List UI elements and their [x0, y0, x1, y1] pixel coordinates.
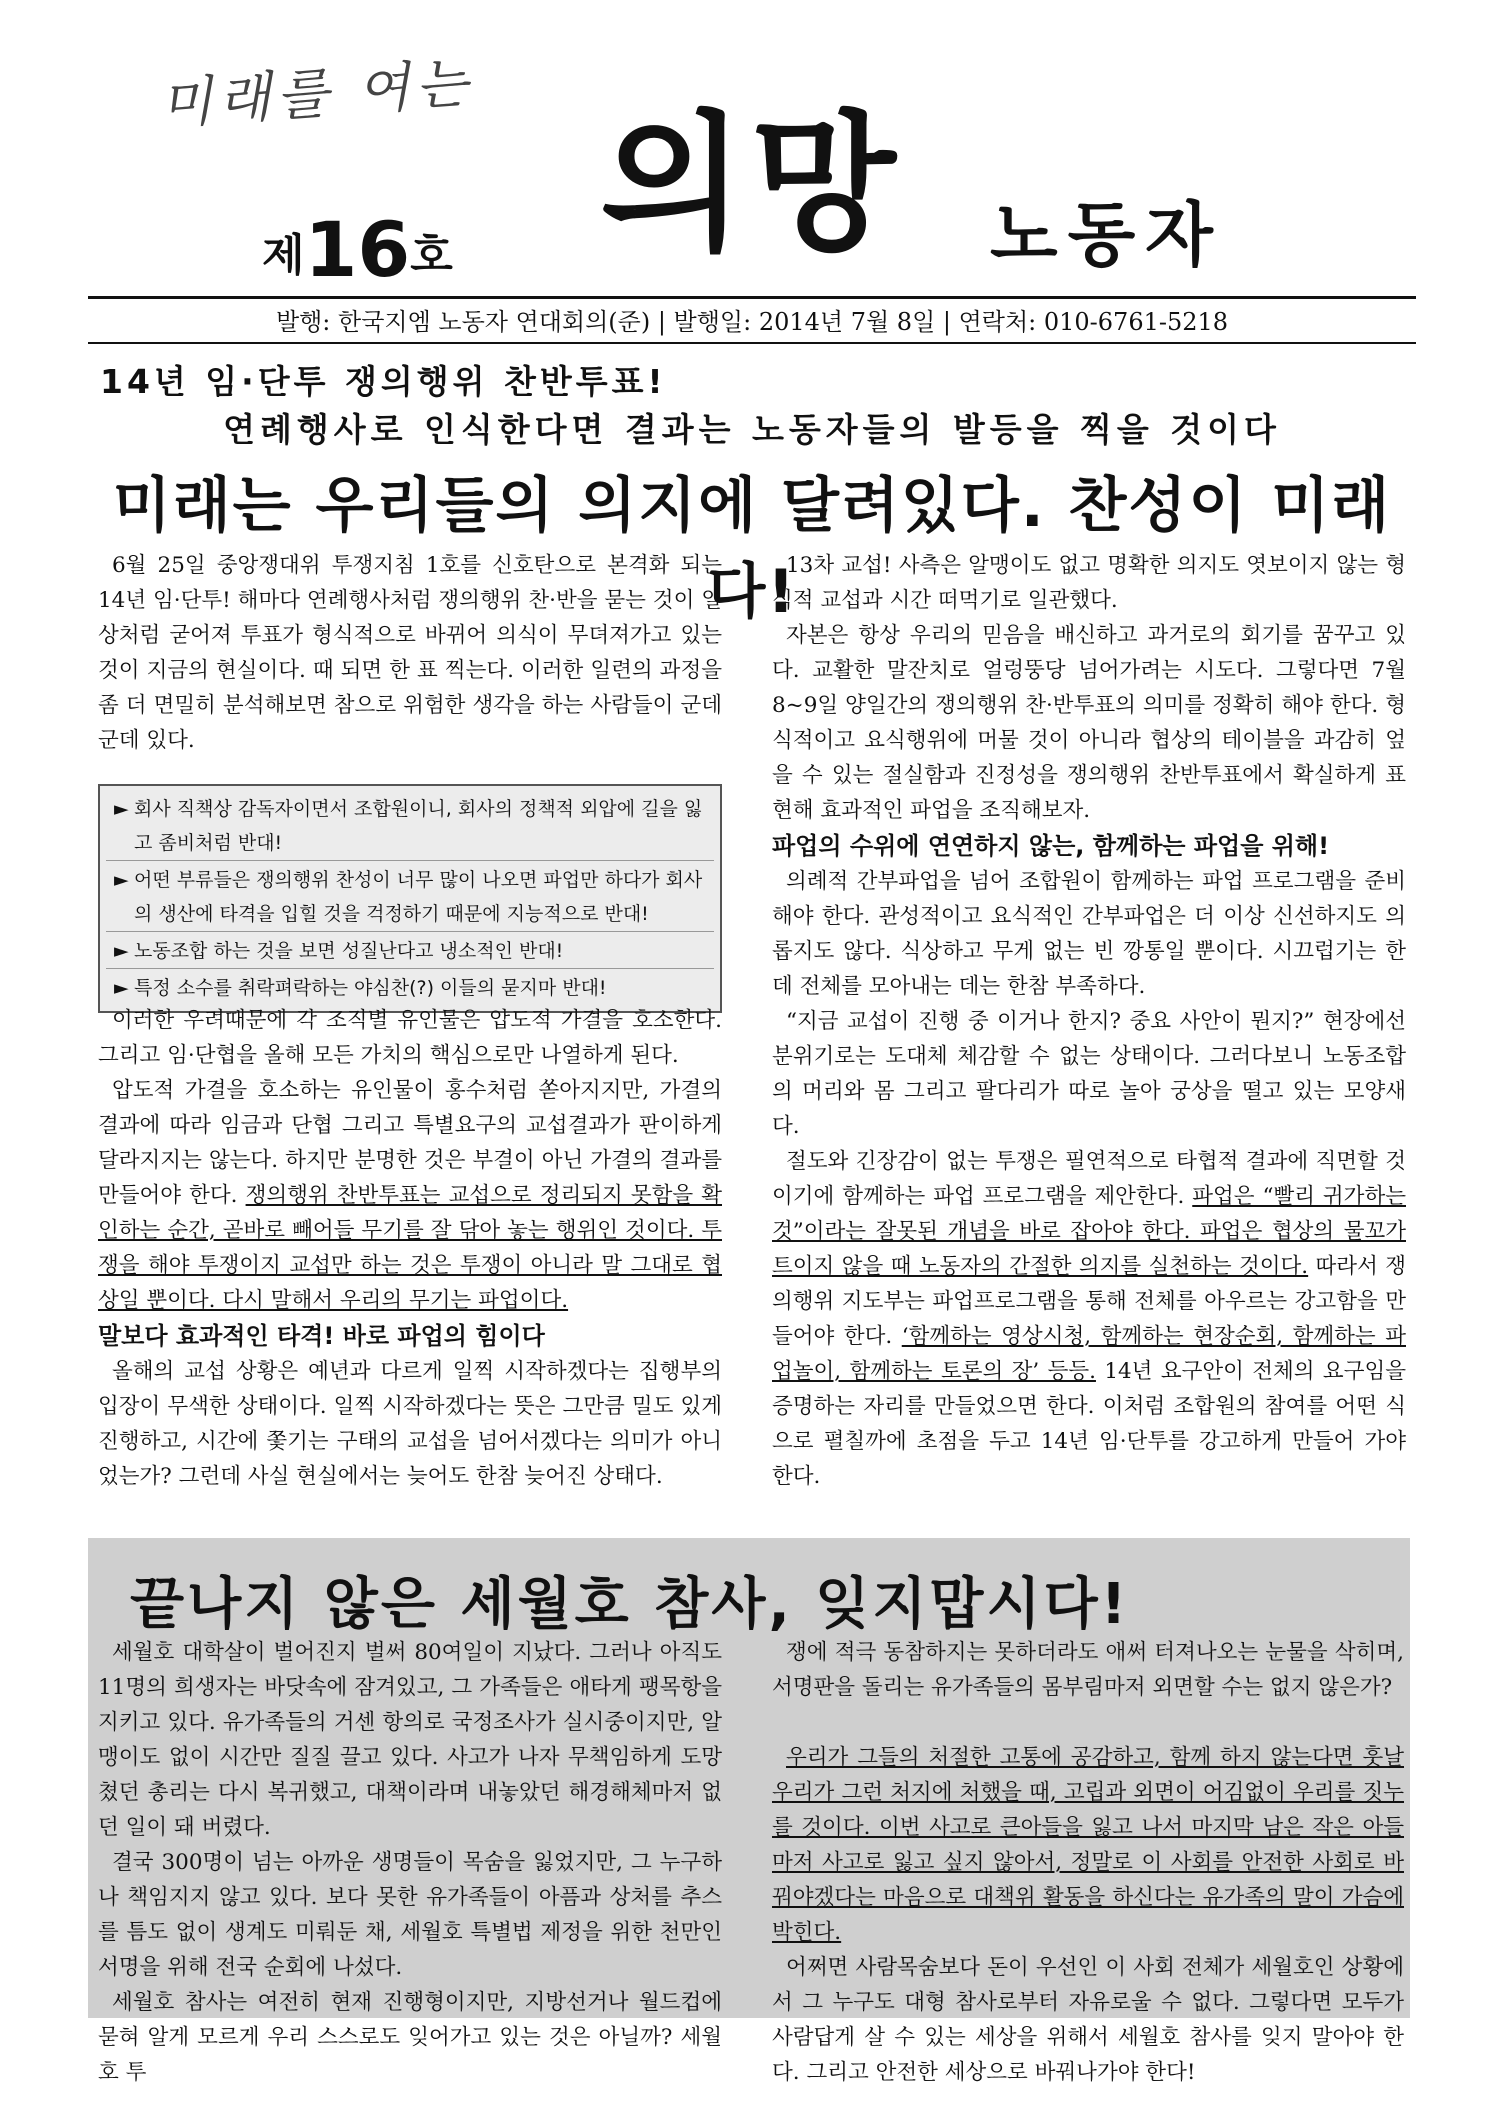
arrow-icon: ► — [114, 940, 129, 962]
publication-info: 발행: 한국지엠 노동자 연대회의(준) | 발행일: 2014년 7월 8일 | 연락처: 010-6761-5218 — [275, 308, 1229, 336]
box-item-1: ► 회사 직책상 감독자이면서 조합원이니, 회사의 정책적 외압에 길을 잃고 좀비처럼 반대! — [106, 792, 714, 861]
sewol-left-paragraph-1: 세월호 대학살이 벌어진지 벌써 80여일이 지났다. 그러나 아직도 11명의 희생자는 바닷속에 잠겨있고, 그 가족들은 애타게 팽목항을 지키고 있다. 유가족들의 거센 항의로 국정조사가 실시중이지만, 알맹이도 없이 시간만 질질 끌고 있다. 사고가 나자 무책임하게 도망쳤던 총리는 다시 복귀했고, 대책이라며 내놓았던 해경해체마저 없던 일이 돼 버렸다. — [98, 1640, 722, 1840]
left-paragraph-4: 올해의 교섭 상황은 예년과 다르게 일찍 시작하겠다는 집행부의 입장이 무색한 상태이다. 일찍 시작하겠다는 뜻은 그만큼 밀도 있게 진행하고, 시간에 쫓기는 구태의 교섭을 넘어서겠다는 의미가 아니었는가? 그런데 사실 현실에서는 늦어도 한참 늦어진 상태다. — [98, 1359, 722, 1489]
right-paragraph-4: “지금 교섭이 진행 중 이거나 한지? 중요 사안이 뭔지?” 현장에선 분위기로는 도대체 체감할 수 없는 상태이다. 그러다보니 노동조합의 머리와 몸 그리고 팔다리가 따로 놀아 궁상을 떨고 있는 모양새다. — [772, 1009, 1406, 1139]
left-subhead: 말보다 효과적인 타격! 바로 파업의 힘이다 — [98, 1322, 545, 1350]
headline-sub: 연례행사로 인식한다면 결과는 노동자들의 발등을 찍을 것이다 — [223, 410, 1281, 449]
arrow-icon: ► — [114, 869, 129, 891]
sewol-right-paragraph-2: 우리가 그들의 처절한 고통에 공감하고, 함께 하지 않는다면 훗날 우리가 그런 처지에 처했을 때, 고립과 외면이 어김없이 우리를 짓누를 것이다. 이번 사고로 큰아들을 잃고 나서 마지막 남은 작은 아들마저 사고로 잃고 싶지 않아서, 정말로 이 사회를 안전한 사회로 바꿔야겠다는 마음으로 대책위 활동을 하신다는 유가족의 말이 가슴에 박힌다. — [772, 1745, 1404, 1945]
right-paragraph-2: 자본은 항상 우리의 믿음을 배신하고 과거로의 회기를 꿈꾸고 있다. 교활한 말잔치로 얼렁뚱당 넘어가려는 시도다. 그렇다면 7월 8~9일 양일간의 쟁의행위 찬·반투표의 의미를 정확히 해야 한다. 형식적이고 요식행위에 머물 것이 아니라 협상의 테이블을 과감히 엎을 수 있는 절실함과 진정성을 쟁의행위 찬반투표에서 확실하게 표현해 효과적인 파업을 조직해보자. — [772, 623, 1406, 823]
masthead-rule-bottom — [88, 342, 1416, 344]
left-paragraph-3: 압도적 가결을 호소하는 유인물이 홍수처럼 쏟아지지만, 가결의 결과에 따라 임금과 단협 그리고 특별요구의 교섭결과가 판이하게 달라지지는 않는다. 하지만 분명한 것은 부결이 아닌 가결의 결과를 만들어야 한다. 쟁의행위 찬반투표는 교섭으로 정리되지 못함을 확인하는 순간, 곧바로 빼어들 무기를 잘 닦아 놓는 행위인 것이다. 투쟁을 해야 투쟁이지 교섭만 하는 것은 투쟁이 아니라 말 그대로 협상일 뿐이다. 다시 말해서 우리의 무기는 파업이다. — [98, 1078, 722, 1313]
headline-top: 14년 임·단투 쟁의행위 찬반투표! — [100, 362, 667, 401]
sewol-left-paragraph-2: 결국 300명이 넘는 아까운 생명들이 목숨을 잃었지만, 그 누구하나 책임지지 않고 있다. 보다 못한 유가족들이 아픔과 상처를 추스를 틈도 없이 생계도 미뤄둔 채, 세월호 특별법 제정을 위한 천만인 서명을 위해 전국 순회에 나섰다. — [98, 1850, 722, 1980]
arrow-icon: ► — [114, 798, 129, 820]
sewol-headline: 끝나지 않은 세월호 참사, 잊지맙시다! — [130, 1572, 1130, 1637]
issue-prefix: 제 — [262, 230, 305, 281]
sewol-right-column — [772, 1635, 1404, 2090]
issue-num: 16 — [304, 205, 411, 294]
opposition-box — [98, 784, 722, 1013]
left-column-body — [98, 1003, 722, 1494]
right-column — [772, 548, 1406, 1494]
sewol-right-paragraph-3: 어쩌면 사람목숨보다 돈이 우선인 이 사회 전체가 세월호인 상황에서 그 누구도 대형 참사로부터 자유로울 수 없다. 그렇다면 모두가 사람답게 살 수 있는 세상을 위해서 세월호 참사를 잊지 말아야 한다. 그리고 안전한 세상으로 바꿔나가야 한다! — [772, 1955, 1404, 2085]
right-subhead: 파업의 수위에 연연하지 않는, 함께하는 파업을 위해! — [772, 832, 1330, 860]
issue-number — [262, 205, 453, 294]
arrow-icon: ► — [114, 977, 129, 999]
left-column-intro — [98, 548, 722, 758]
masthead-rule-top — [88, 296, 1416, 299]
masthead-slogan: 미래를 여는 — [158, 51, 476, 136]
headline-main: 미래는 우리들의 의지에 달려있다. 찬성이 미래다! — [112, 471, 1392, 627]
sewol-right-paragraph-1: 쟁에 적극 동참하지는 못하더라도 애써 터져나오는 눈물을 삭히며, 서명판을 돌리는 유가족들의 몸부림마저 외면할 수는 없지 않은가? — [772, 1640, 1404, 1700]
left-paragraph-1: 6월 25일 중앙쟁대위 투쟁지침 1호를 신호탄으로 본격화 되는 14년 임·단투! 해마다 연례행사처럼 쟁의행위 찬·반을 묻는 것이 일상처럼 굳어져 투표가 형식적으로 바뀌어 의식이 무뎌져가고 있는 것이 지금의 현실이다. 때 되면 한 표 찍는다. 이러한 일련의 과정을 좀 더 면밀히 분석해보면 참으로 위험한 생각을 하는 사람들이 군데군데 있다. — [98, 553, 722, 753]
left-paragraph-3-underlined: 쟁의행위 찬반투표는 교섭으로 정리되지 못함을 확인하는 순간, 곧바로 빼어들 무기를 잘 닦아 놓는 행위인 것이다. 투쟁을 해야 투쟁이지 교섭만 하는 것은 투쟁이 아니라 말 그대로 협상일 뿐이다. 다시 말해서 우리의 무기는 파업이다. — [98, 1183, 722, 1313]
left-paragraph-2: 이러한 우려때문에 각 조직별 유인물은 압도적 가결을 호소한다. 그리고 임·단협을 올해 모든 가치의 핵심으로만 나열하게 된다. — [98, 1008, 722, 1068]
sewol-left-paragraph-3: 세월호 참사는 여전히 현재 진행형이지만, 지방선거나 월드컵에 묻혀 알게 모르게 우리 스스로도 잊어가고 있는 것은 아닐까? 세월호 투 — [98, 1990, 722, 2085]
sewol-left-column — [98, 1635, 722, 2090]
newspaper-subtitle: 노동자 — [990, 194, 1223, 276]
newspaper-title: 의망 — [600, 98, 902, 272]
right-paragraph-1: 13차 교섭! 사측은 알맹이도 없고 명확한 의지도 엿보이지 않는 형식적 교섭과 시간 떠먹기로 일관했다. — [772, 553, 1406, 613]
issue-suffix: 호 — [410, 230, 453, 281]
box-item-3: ► 노동조합 하는 것을 보면 성질난다고 냉소적인 반대! — [106, 934, 714, 969]
right-paragraph-3: 의례적 간부파업을 넘어 조합원이 함께하는 파업 프로그램을 준비해야 한다. 관성적이고 요식적인 간부파업은 더 이상 신선하지도 의롭지도 않다. 식상하고 무게 없는 빈 깡통일 뿐이다. 시끄럽기는 한데 전체를 모아내는 데는 한참 부족하다. — [772, 869, 1406, 999]
box-item-4: ► 특정 소수를 취락펴락하는 야심찬(?) 이들의 묻지마 반대! — [106, 971, 714, 1005]
right-paragraph-5: 절도와 긴장감이 없는 투쟁은 필연적으로 타협적 결과에 직면할 것이기에 함께하는 파업 프로그램을 제안한다. 파업은 “빨리 귀가하는 것”이라는 잘못된 개념을 바로 잡아야 한다. 파업은 협상의 물꼬가 트이지 않을 때 노동자의 간절한 의지를 실천하는 것이다. 따라서 쟁의행위 지도부는 파업프로그램을 통해 전체를 아우르는 강고함을 만들어야 한다. ‘함께하는 영상시청, 함께하는 현장순회, 함께하는 파업놀이, 함께하는 토론의 장’ 등등. 14년 요구안이 전체의 요구임을 증명하는 자리를 만들었으면 한다. 이처럼 조합원의 참여를 어떤 식으로 펼칠까에 초점을 두고 14년 임·단투를 강고하게 만들어 가야 한다. — [772, 1149, 1406, 1489]
box-item-2: ► 어떤 부류들은 쟁의행위 찬성이 너무 많이 나오면 파업만 하다가 회사의 생산에 타격을 입힐 것을 걱정하기 때문에 지능적으로 반대! — [106, 863, 714, 932]
